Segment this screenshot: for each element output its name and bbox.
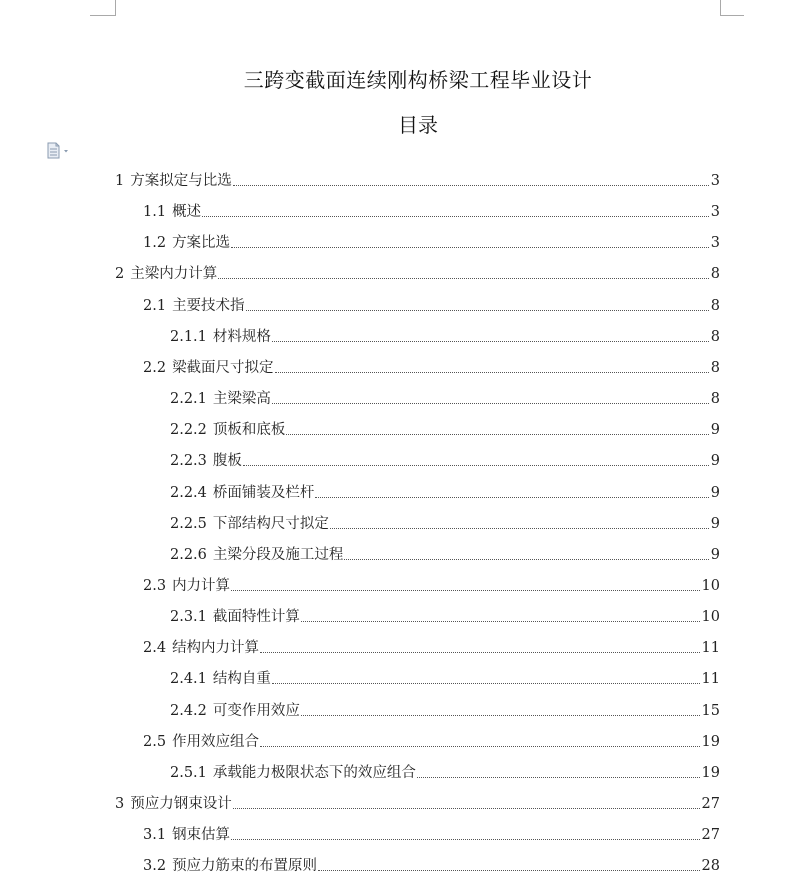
toc-entry-number: 1: [115, 173, 125, 189]
page-corner-mark-right-h: [720, 15, 744, 16]
toc-entry[interactable]: [143, 727, 720, 751]
toc-entry-number: 2.4.2: [170, 702, 207, 719]
toc-entry-title: 顶板和底板: [212, 422, 286, 439]
document-dropdown-icon[interactable]: [46, 142, 76, 160]
toc-entry-number: 2.5.1: [170, 764, 207, 781]
toc-entry-page: 10: [701, 577, 720, 594]
toc-entry-page: 3: [710, 204, 720, 221]
toc-entry-page: 9: [710, 484, 720, 501]
toc-dot-leader: [417, 777, 700, 778]
page-corner-mark-right-v: [720, 0, 721, 16]
toc-entry-title: 截面特性计算: [212, 609, 300, 626]
toc-entry-number: 3.2: [143, 858, 167, 875]
toc-dot-leader: [233, 185, 709, 186]
toc-entry-page: 10: [701, 609, 720, 626]
toc-entry-number: 1.2: [143, 235, 167, 252]
toc-entry-number: 2.4: [143, 640, 167, 657]
toc-entry-number: 1.1: [143, 204, 167, 221]
toc-entry-page: 9: [710, 546, 720, 563]
toc-dot-leader: [218, 278, 709, 279]
toc-entry-page: 11: [701, 671, 720, 688]
toc-entry-number: 3: [115, 796, 125, 812]
toc-entry[interactable]: [143, 851, 720, 875]
toc-dot-leader: [286, 434, 708, 435]
toc-entry-title: 承载能力极限状态下的效应组合: [212, 764, 416, 781]
toc-dot-leader: [231, 839, 699, 840]
toc-dot-leader: [275, 372, 709, 373]
document-title: 三跨变截面连续刚构桥梁工程毕业设计: [243, 68, 593, 92]
toc-dot-leader: [246, 310, 709, 311]
toc-entry[interactable]: [170, 758, 720, 782]
toc-entry-number: 2.2.4: [170, 484, 207, 501]
toc-entry-title: 预应力钢束设计: [130, 796, 232, 812]
toc-entry[interactable]: [143, 820, 720, 844]
toc-entry-page: 3: [710, 173, 720, 189]
toc-entry-page: 27: [701, 827, 720, 844]
toc-entry-number: 2.1.1: [170, 328, 207, 345]
toc-dot-leader: [202, 216, 709, 217]
toc-entry-title: 梁截面尺寸拟定: [172, 359, 274, 376]
toc-entry[interactable]: [170, 384, 720, 408]
toc-heading: 目录: [398, 113, 438, 137]
toc-entry[interactable]: [170, 602, 720, 626]
toc-entry-number: 2: [115, 266, 125, 283]
page-corner-mark-left-v: [115, 0, 116, 16]
toc-dot-leader: [315, 497, 708, 498]
toc-entry-title: 内力计算: [172, 577, 231, 594]
toc-entry-number: 2.2.5: [170, 515, 207, 532]
toc-entry[interactable]: [170, 664, 720, 688]
toc-entry-title: 预应力筋束的布置原则: [172, 858, 318, 875]
toc-dot-leader: [233, 808, 700, 809]
toc-entry-number: 2.3: [143, 577, 167, 594]
toc-entry[interactable]: [170, 415, 720, 439]
toc-entry-page: 19: [701, 733, 720, 750]
toc-dot-leader: [318, 870, 699, 871]
toc-entry-title: 钢束估算: [172, 827, 231, 844]
toc-entry-number: 2.2.3: [170, 453, 207, 470]
toc-entry[interactable]: [170, 509, 720, 533]
toc-dot-leader: [260, 652, 699, 653]
toc-entry-title: 结构自重: [212, 671, 271, 688]
toc-entry-page: 8: [710, 359, 720, 376]
toc-entry-number: 2.2.2: [170, 422, 207, 439]
toc-entry-page: 28: [701, 858, 720, 875]
toc-dot-leader: [260, 746, 699, 747]
toc-entry-title: 腹板: [212, 453, 242, 470]
toc-dot-leader: [301, 715, 700, 716]
toc-entry-title: 主梁梁高: [212, 391, 271, 408]
toc-entry-title: 概述: [172, 204, 202, 221]
toc-entry-title: 下部结构尺寸拟定: [212, 515, 329, 532]
toc-dot-leader: [344, 559, 708, 560]
toc-entry[interactable]: [170, 696, 720, 720]
toc-entry-number: 2.3.1: [170, 609, 207, 626]
toc-entry-title: 方案拟定与比选: [130, 173, 232, 189]
toc-entry-page: 8: [710, 391, 720, 408]
toc-entry[interactable]: [170, 446, 720, 470]
toc-entry[interactable]: [143, 228, 720, 252]
toc-entry-title: 主梁内力计算: [130, 266, 218, 283]
toc-entry[interactable]: [170, 322, 720, 346]
toc-dot-leader: [231, 590, 699, 591]
toc-entry-number: 2.1: [143, 297, 167, 314]
toc-entry-title: 材料规格: [212, 328, 271, 345]
toc-entry-page: 9: [710, 453, 720, 470]
toc-entry-page: 8: [710, 297, 720, 314]
toc-dot-leader: [330, 528, 709, 529]
toc-entry-title: 结构内力计算: [172, 640, 260, 657]
toc-entry-number: 2.2.1: [170, 391, 207, 408]
toc-entry-page: 8: [710, 266, 720, 283]
toc-entry[interactable]: [143, 197, 720, 221]
toc-dot-leader: [272, 341, 709, 342]
toc-entry-number: 2.5: [143, 733, 167, 750]
toc-entry-page: 8: [710, 328, 720, 345]
toc-entry[interactable]: [115, 259, 720, 283]
page-corner-mark-left-h: [90, 15, 116, 16]
toc-dot-leader: [231, 247, 709, 248]
toc-entry-page: 9: [710, 515, 720, 532]
toc-entry-title: 方案比选: [172, 235, 231, 252]
toc-entry[interactable]: [170, 540, 720, 564]
toc-entry-page: 15: [701, 702, 720, 719]
toc-entry-title: 主梁分段及施工过程: [212, 546, 344, 563]
toc-entry[interactable]: [115, 166, 720, 190]
toc-entry[interactable]: [143, 633, 720, 657]
toc-entry-page: 9: [710, 422, 720, 439]
toc-entry-number: 2.4.1: [170, 671, 207, 688]
toc-entry[interactable]: [170, 478, 720, 502]
toc-dot-leader: [272, 683, 700, 684]
toc-dot-leader: [272, 403, 709, 404]
toc-entry[interactable]: [115, 789, 720, 813]
toc-entry-title: 可变作用效应: [212, 702, 300, 719]
toc-entry-title: 作用效应组合: [172, 733, 260, 750]
toc-entry-page: 11: [701, 640, 720, 657]
toc-entry[interactable]: [143, 291, 720, 315]
toc-entry-title: 主要技术指: [172, 297, 245, 314]
toc-entry-number: 2.2: [143, 359, 167, 376]
toc-dot-leader: [243, 465, 709, 466]
toc-entry-number: 3.1: [143, 827, 167, 844]
toc-dot-leader: [301, 621, 700, 622]
toc-entry-page: 27: [701, 796, 720, 812]
toc-entry-page: 3: [710, 235, 720, 252]
toc-entry-title: 桥面铺装及栏杆: [212, 484, 315, 501]
toc-entry-page: 19: [701, 764, 720, 781]
toc-entry-number: 2.2.6: [170, 546, 207, 563]
toc-entry[interactable]: [143, 571, 720, 595]
toc-entry[interactable]: [143, 353, 720, 377]
